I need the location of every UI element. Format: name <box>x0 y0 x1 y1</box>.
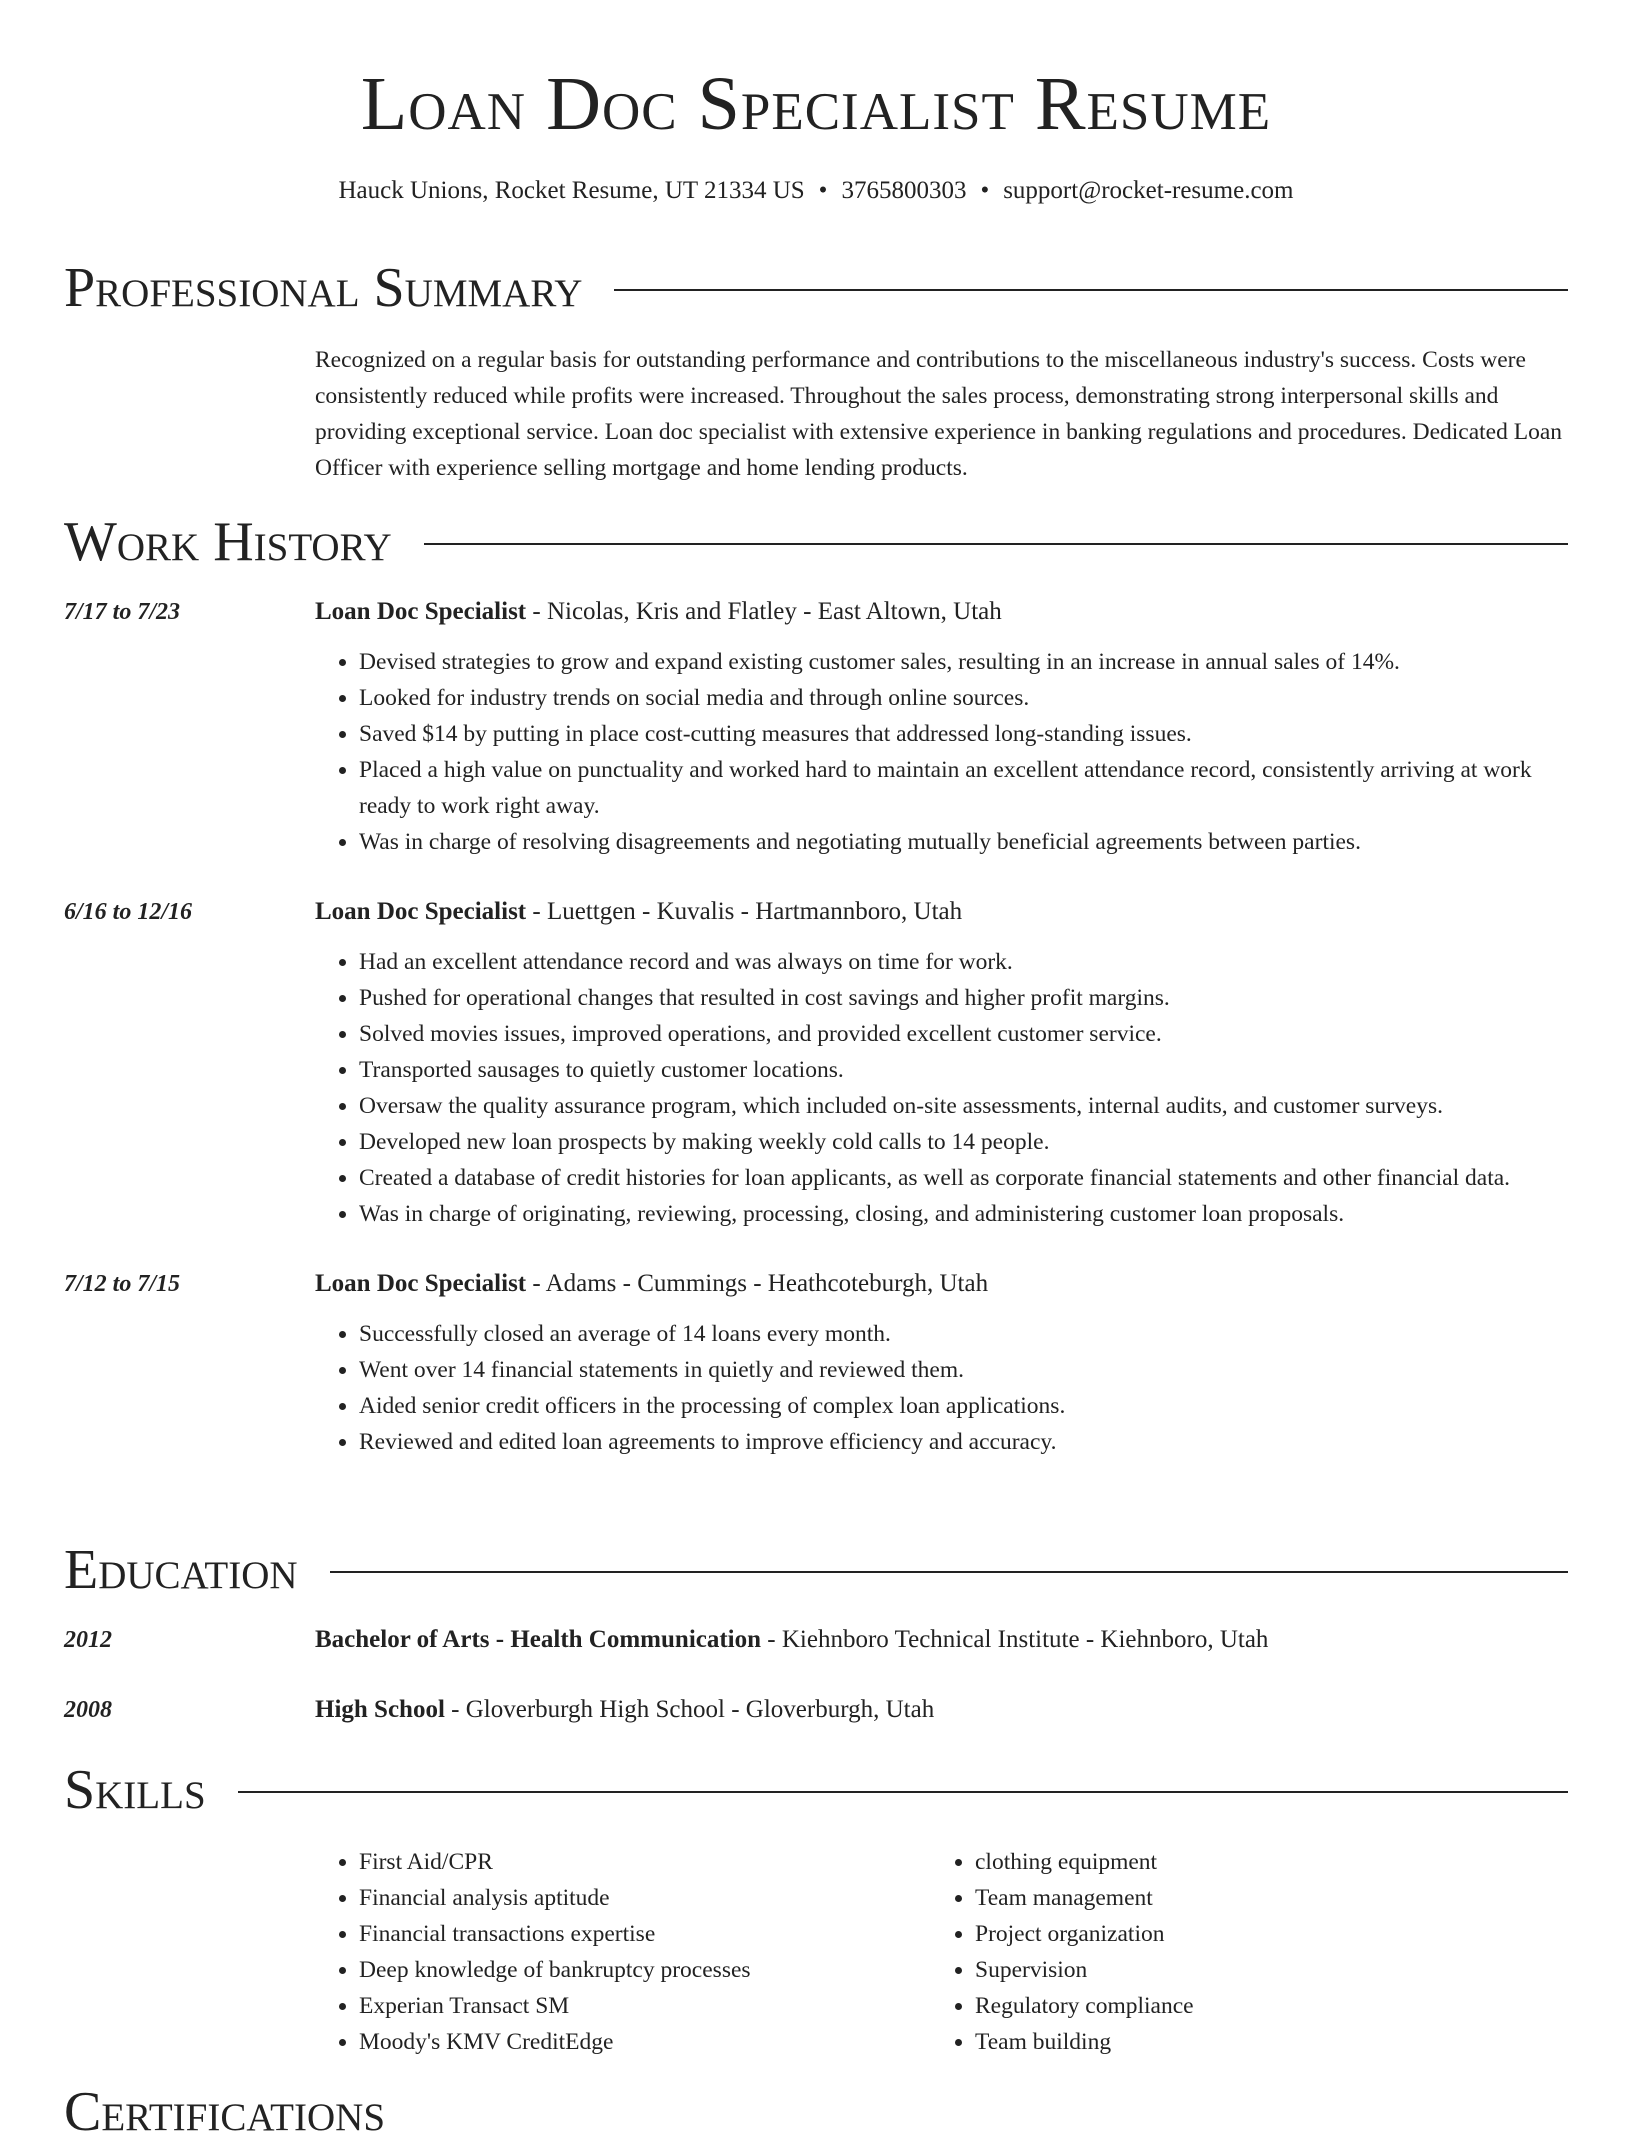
education-heading <box>315 1622 1568 1658</box>
list-item: • Experian Transact SM <box>359 1988 931 2024</box>
education-year: 2012 <box>64 1627 112 1653</box>
list-item: • Created a database of credit histories for loan applicants, as well as corporate financial statements and other financial data. <box>359 1160 1568 1196</box>
list-item: • Transported sausages to quietly customer locations. <box>359 1052 1568 1088</box>
contact-line <box>0 174 1632 208</box>
job-entry <box>64 594 1568 860</box>
section-header <box>64 256 1568 320</box>
job-bullets <box>315 944 1568 1232</box>
section-header <box>64 2080 1568 2144</box>
contact-separator: • <box>818 177 828 204</box>
section-divider <box>614 289 1568 291</box>
list-item: • clothing equipment <box>975 1844 1194 1880</box>
list-item: • First Aid/CPR <box>359 1844 931 1880</box>
skills-section <box>64 1758 1568 2060</box>
section-header <box>64 1538 1568 1602</box>
list-item: • Supervision <box>975 1952 1194 1988</box>
section-divider <box>424 543 1568 545</box>
contact-separator: • <box>980 177 990 204</box>
contact-address: Hauck Unions, Rocket Resume, UT 21334 US <box>338 177 805 204</box>
list-item: • Looked for industry trends on social media and through online sources. <box>359 680 1568 716</box>
list-item: • Was in charge of originating, reviewing, processing, closing, and administering customer loan proposals. <box>359 1196 1568 1232</box>
job-entry <box>64 1266 1568 1460</box>
education-degree: Bachelor of Arts - Health Communication <box>315 1626 762 1653</box>
section-title: Skills <box>64 1759 206 1821</box>
job-employer: - Luettgen - Kuvalis - Hartmannboro, Utah <box>526 898 963 925</box>
list-item: • Team building <box>975 2024 1194 2060</box>
job-role: Loan Doc Specialist <box>315 598 527 625</box>
job-employer: - Adams - Cummings - Heathcoteburgh, Utah <box>526 1270 989 1297</box>
list-item: • Successfully closed an average of 14 loans every month. <box>359 1316 1568 1352</box>
list-item: • Reviewed and edited loan agreements to improve efficiency and accuracy. <box>359 1424 1568 1460</box>
section-divider <box>330 1571 1568 1573</box>
list-item: • Aided senior credit officers in the processing of complex loan applications. <box>359 1388 1568 1424</box>
list-item: • Financial analysis aptitude <box>359 1880 931 1916</box>
education-year: 2008 <box>64 1697 112 1723</box>
summary-section <box>64 256 1568 486</box>
section-header <box>64 510 1568 574</box>
education-entry <box>64 1692 1568 1728</box>
list-item: • Financial transactions expertise <box>359 1916 931 1952</box>
job-bullets <box>315 1316 1568 1460</box>
list-item: • Went over 14 financial statements in quietly and reviewed them. <box>359 1352 1568 1388</box>
list-item: • Developed new loan prospects by making weekly cold calls to 14 people. <box>359 1124 1568 1160</box>
list-item: • Oversaw the quality assurance program, which included on-site assessments, internal audits, and customer surveys. <box>359 1088 1568 1124</box>
page-title: Loan Doc Specialist Resume <box>360 62 1272 146</box>
education-heading <box>315 1692 1568 1728</box>
job-dates: 7/17 to 7/23 <box>64 599 181 625</box>
work-history-section <box>64 510 1568 1460</box>
list-item: • Team management <box>975 1880 1194 1916</box>
list-item: • Moody's KMV CreditEdge <box>359 2024 931 2060</box>
section-title: Professional Summary <box>64 257 583 319</box>
job-bullets <box>315 644 1568 860</box>
skills-list <box>315 1844 1568 2060</box>
list-item: • Placed a high value on punctuality and worked hard to maintain an excellent attendance record, consistently arriving at work ready to work right away. <box>359 752 1568 824</box>
education-entry <box>64 1622 1568 1658</box>
section-title: Education <box>64 1539 298 1601</box>
section-title: Certifications <box>64 2081 386 2143</box>
job-entry <box>64 894 1568 1232</box>
list-item: • Saved $14 by putting in place cost-cutting measures that addressed long-standing issues. <box>359 716 1568 752</box>
job-heading <box>315 594 1568 630</box>
contact-phone: 3765800303 <box>841 177 967 204</box>
skills-column <box>931 1844 1194 2060</box>
contact-email: support@rocket-resume.com <box>1003 177 1294 204</box>
education-school: - Gloverburgh High School - Gloverburgh, Utah <box>444 1696 935 1723</box>
list-item: • Was in charge of resolving disagreements and negotiating mutually beneficial agreements between parties. <box>359 824 1568 860</box>
education-school: - Kiehnboro Technical Institute - Kiehnboro, Utah <box>761 1626 1269 1653</box>
list-item: • Deep knowledge of bankruptcy processes <box>359 1952 931 1988</box>
skills-column <box>315 1844 931 2060</box>
job-role: Loan Doc Specialist <box>315 898 527 925</box>
job-heading <box>315 894 1568 930</box>
certifications-section <box>64 2080 1568 2144</box>
job-dates: 7/12 to 7/15 <box>64 1271 181 1297</box>
job-dates: 6/16 to 12/16 <box>64 899 193 925</box>
list-item: • Solved movies issues, improved operations, and provided excellent customer service. <box>359 1016 1568 1052</box>
summary-text: Recognized on a regular basis for outstanding performance and contributions to the miscellaneous industry's success. Costs were consistently reduced while profits were increased. Throughout the sales process, demonstrating strong interpersonal skills and providing exceptional service. Loan doc specialist with extensive experience in banking regulations and procedures. Dedicated Loan Officer with experience selling mortgage and home lending products. <box>315 347 1563 481</box>
job-employer: - Nicolas, Kris and Flatley - East Altown, Utah <box>526 598 1002 625</box>
job-role: Loan Doc Specialist <box>315 1270 527 1297</box>
list-item: • Had an excellent attendance record and was always on time for work. <box>359 944 1568 980</box>
list-item: • Pushed for operational changes that resulted in cost savings and higher profit margins. <box>359 980 1568 1016</box>
section-title: Work History <box>64 511 392 573</box>
section-divider <box>238 1791 1568 1793</box>
list-item: • Project organization <box>975 1916 1194 1952</box>
list-item: • Regulatory compliance <box>975 1988 1194 2024</box>
job-heading <box>315 1266 1568 1302</box>
list-item: • Devised strategies to grow and expand existing customer sales, resulting in an increase in annual sales of 14%. <box>359 644 1568 680</box>
education-degree: High School <box>315 1696 445 1723</box>
education-section <box>64 1538 1568 1728</box>
section-header <box>64 1758 1568 1822</box>
